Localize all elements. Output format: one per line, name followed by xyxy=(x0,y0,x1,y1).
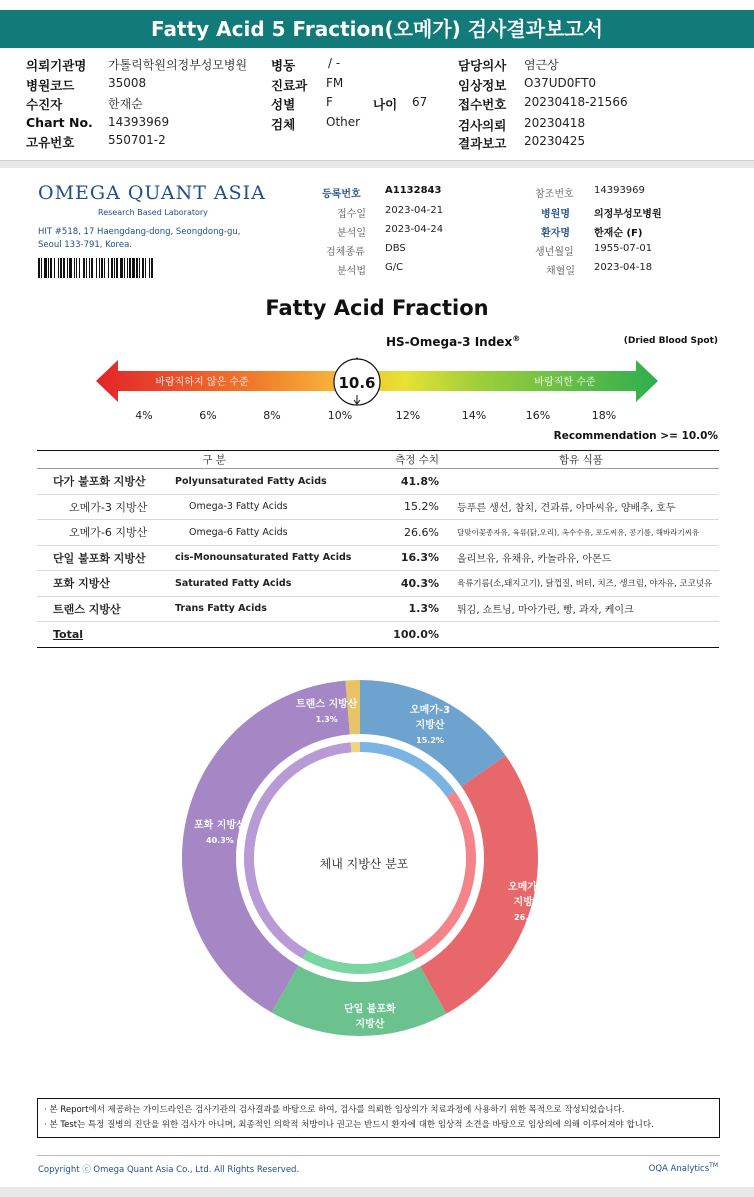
receipt-label: 접수번호 xyxy=(458,97,507,112)
collected-label: 채혈일 xyxy=(546,266,575,277)
tick-14: 14% xyxy=(461,409,487,422)
collected-value: 2023-04-18 xyxy=(594,262,653,273)
tick-4: 4% xyxy=(135,409,153,422)
doctor-value: 염근상 xyxy=(524,58,559,72)
tick-10: 10% xyxy=(327,409,353,422)
barcode-bar xyxy=(86,258,87,278)
table-row xyxy=(37,571,719,597)
clinical-label: 임상정보 xyxy=(458,78,507,93)
bad-level-label: 바람직하지 않은 수준 xyxy=(155,377,249,388)
table-header-row xyxy=(37,451,719,469)
report-value: 20230425 xyxy=(524,134,586,148)
barcode-bar xyxy=(58,258,59,278)
row-value: 26.6% xyxy=(391,520,443,546)
chart-center-title: 체내 지방산 분포 xyxy=(319,857,409,871)
label-mono xyxy=(344,1002,396,1047)
notice-line2: · 본 Test는 특정 질병의 진단을 위한 검사가 아니며, 최종적인 의학적 처방이나 권고는 반드시 환자에 대한 임상적 소견을 바탕으로 임상의에 의해 이루어져야 합니다. xyxy=(44,1120,654,1130)
ward-value: / - xyxy=(328,56,341,70)
copyright: Copyright ⓒ Omega Quant Asia Co., Ltd. All Rights Reserved. xyxy=(38,1165,300,1175)
omega-index-scale xyxy=(0,355,754,407)
birth-label: 생년월일 xyxy=(535,247,574,258)
notice-box xyxy=(37,1098,720,1138)
row-ko: 다가 불포화 지방산 xyxy=(37,469,175,495)
row-food: 육류기름(소,돼지고기), 닭껍질, 버터, 치즈, 생크림, 야자유, 코코넛유 xyxy=(443,571,719,597)
section-divider xyxy=(0,160,754,168)
method-label: 분석법 xyxy=(337,266,366,277)
inner-slice-2 xyxy=(302,950,416,974)
label-omega6-line2: 지방산 xyxy=(513,897,543,908)
total-label: Total xyxy=(37,622,175,648)
header-category: 구 분 xyxy=(37,451,391,469)
tick-8: 8% xyxy=(263,409,281,422)
fatty-acid-table xyxy=(37,450,719,648)
oqa-brand: OQA Analytics™ xyxy=(648,1162,718,1174)
barcode-bar xyxy=(108,258,109,278)
recommendation: Recommendation >= 10.0% xyxy=(553,430,718,442)
row-en: Omega-6 Fatty Acids xyxy=(175,520,391,546)
bottom-band xyxy=(0,1187,754,1197)
chart-no-value: 14393969 xyxy=(108,115,170,129)
row-value: 16.3% xyxy=(391,545,443,571)
barcode-bar xyxy=(74,258,75,278)
barcode-bar xyxy=(111,258,113,278)
barcode-bar xyxy=(116,258,118,278)
label-omega6-line1: 오메가-6 xyxy=(508,882,549,893)
method-value: G/C xyxy=(385,262,404,273)
barcode-bar xyxy=(69,258,72,278)
barcode-bar xyxy=(101,258,103,278)
request-value: 20230418 xyxy=(524,116,586,130)
row-food xyxy=(443,469,719,495)
barcode-bar xyxy=(104,258,105,278)
row-food: 달맞이꽃종자유, 육류(닭,오리), 옥수수유, 포도씨유, 콩기름, 해바라기씨유 xyxy=(443,520,719,546)
ward-label: 병동 xyxy=(271,58,296,73)
label-saturated-pct: 40.3% xyxy=(206,836,234,845)
examinee-label: 수진자 xyxy=(26,97,63,112)
barcode-bar xyxy=(67,258,68,278)
label-omega6 xyxy=(508,880,548,925)
label-saturated xyxy=(194,818,246,848)
clinical-value: O37UD0FT0 xyxy=(524,76,597,90)
barcode-bar xyxy=(41,258,42,278)
reg-no-value: A1132843 xyxy=(385,185,442,196)
table-total-row xyxy=(37,622,719,648)
hospital-code-label: 병원코드 xyxy=(26,78,75,93)
lab-address-line2: Seoul 133-791, Korea. xyxy=(38,240,132,250)
receipt-value: 20230418-21566 xyxy=(524,95,628,109)
sex-value: F xyxy=(326,95,333,109)
trademark: TM xyxy=(709,1162,718,1169)
ref-no-value: 14393969 xyxy=(594,185,645,196)
barcode-bar xyxy=(63,258,65,278)
dept-value: FM xyxy=(326,76,344,90)
barcode-bar xyxy=(48,258,49,278)
birth-value: 1955-07-01 xyxy=(594,243,653,254)
row-en: cis-Monounsaturated Fatty Acids xyxy=(175,545,391,571)
analyzed-value: 2023-04-24 xyxy=(385,224,444,235)
table-row xyxy=(37,520,719,546)
lab-logo xyxy=(38,182,266,217)
total-food-spacer xyxy=(443,622,719,648)
ref-no-label: 참조번호 xyxy=(535,189,574,200)
footer-divider xyxy=(37,1155,720,1156)
analyzed-label: 분석일 xyxy=(337,228,366,239)
lab-address xyxy=(38,226,240,252)
label-omega6-pct: 26.6% xyxy=(514,913,542,922)
request-label: 검사의뢰 xyxy=(458,118,507,133)
label-trans xyxy=(296,697,357,727)
label-trans-pct: 1.3% xyxy=(315,715,338,724)
row-value: 15.2% xyxy=(391,494,443,520)
sex-label: 성별 xyxy=(271,97,296,112)
specimen-label: 검체 xyxy=(271,117,296,132)
row-ko: 트랜스 지방산 xyxy=(37,596,175,622)
examinee-value: 한재순 xyxy=(108,97,143,111)
row-ko: 포화 지방산 xyxy=(37,571,175,597)
tick-12: 12% xyxy=(395,409,421,422)
row-food: 올리브유, 유채유, 카놀라유, 아몬드 xyxy=(443,545,719,571)
doctor-label: 담당의사 xyxy=(458,58,507,73)
barcode-bar xyxy=(38,258,40,278)
label-omega3 xyxy=(410,703,450,748)
row-en: Trans Fatty Acids xyxy=(175,596,391,622)
barcode-bar xyxy=(54,258,55,278)
barcode-bar xyxy=(145,258,146,278)
label-omega3-line1: 오메가-3 xyxy=(410,705,451,716)
row-ko: 오메가-3 지방산 xyxy=(37,494,175,520)
label-mono-line2: 지방산 xyxy=(355,1019,385,1030)
report-title: Fatty Acid 5 Fraction(오메가) 검사결과보고서 xyxy=(0,10,754,48)
patient-name-label: 환자명 xyxy=(541,228,570,239)
barcode-bar xyxy=(151,258,153,278)
barcode-bar xyxy=(99,258,100,278)
tick-16: 16% xyxy=(525,409,551,422)
barcode-bar xyxy=(91,258,93,278)
row-en: Saturated Fatty Acids xyxy=(175,571,391,597)
barcode-bar xyxy=(139,258,140,278)
row-en: Omega-3 Fatty Acids xyxy=(175,494,391,520)
reg-no-label: 등록번호 xyxy=(322,189,361,200)
good-level-label: 바람직한 수준 xyxy=(534,377,596,388)
row-value: 41.8% xyxy=(391,469,443,495)
label-omega3-line2: 지방산 xyxy=(415,720,445,731)
header-foods: 함유 식품 xyxy=(443,451,719,469)
barcode-bar xyxy=(149,258,150,278)
barcode-bar xyxy=(120,258,123,278)
inner-slice-4 xyxy=(351,742,360,752)
barcode-bar xyxy=(142,258,144,278)
label-trans-line1: 트랜스 지방산 xyxy=(296,699,358,710)
barcode-bar xyxy=(132,258,135,278)
row-value: 40.3% xyxy=(391,571,443,597)
patient-name-value: 한재순 (F) xyxy=(594,228,643,239)
report-label: 결과보고 xyxy=(458,136,507,151)
barcode-bar xyxy=(89,258,90,278)
patient-info xyxy=(0,52,754,156)
barcode-bar xyxy=(79,258,80,278)
barcode-bar xyxy=(83,258,85,278)
row-value: 1.3% xyxy=(391,596,443,622)
total-value: 100.0% xyxy=(391,622,443,648)
barcode-bar xyxy=(76,258,77,278)
row-food: 튀김, 쇼트닝, 마아가린, 빵, 과자, 케이크 xyxy=(443,596,719,622)
registered-mark: ® xyxy=(512,334,521,343)
notice-line1: · 본 Report에서 제공하는 가이드라인은 검사기관의 검사결과를 바탕으로 하여, 검사를 의뢰한 임상의가 치료과정에 사용하기 위한 목적으로 작성되었습니다. xyxy=(44,1105,625,1115)
chart-no-label: Chart No. xyxy=(26,115,93,130)
label-mono-line1: 단일 불포화 xyxy=(344,1004,396,1015)
age-value: 67 xyxy=(412,95,428,109)
barcode-bar xyxy=(114,258,115,278)
table-row xyxy=(37,469,719,495)
label-saturated-line1: 포화 지방산 xyxy=(194,820,246,831)
barcode-bar xyxy=(129,258,131,278)
tick-6: 6% xyxy=(199,409,217,422)
age-label: 나이 xyxy=(373,97,398,112)
barcode-bar xyxy=(127,258,128,278)
hospital-code-value: 35008 xyxy=(108,76,147,90)
header-value: 측정 수치 xyxy=(391,451,443,469)
barcode-bar xyxy=(136,258,138,278)
table-row xyxy=(37,545,719,571)
hospital-name-value: 의정부성모병원 xyxy=(594,209,662,220)
received-label: 접수일 xyxy=(337,209,366,220)
omega-index-title: HS-Omega-3 Index® xyxy=(386,334,521,349)
dried-blood-spot: (Dried Blood Spot) xyxy=(623,336,718,346)
row-ko: 오메가-6 지방산 xyxy=(37,520,175,546)
omega-index-value: 10.6 xyxy=(338,374,376,392)
barcode-bar xyxy=(96,258,97,278)
lab-address-line1: HIT #518, 17 Haengdang-dong, Seongdong-gu, xyxy=(38,227,241,237)
label-mono-pct: 16.3% xyxy=(356,1035,384,1044)
label-omega3-pct: 15.2% xyxy=(416,736,444,745)
barcode xyxy=(38,258,234,278)
received-value: 2023-04-21 xyxy=(385,205,444,216)
lab-name: OMEGA QUANT ASIA xyxy=(38,182,266,204)
table-row xyxy=(37,494,719,520)
hospital-name-label: 병원명 xyxy=(541,209,570,220)
sample-value: DBS xyxy=(385,243,406,254)
dept-label: 진료과 xyxy=(271,78,308,93)
unique-no-value: 550701-2 xyxy=(108,133,166,147)
barcode-bar xyxy=(124,258,125,278)
row-food: 등푸른 생선, 참치, 견과류, 아마씨유, 양배추, 호두 xyxy=(443,494,719,520)
row-ko: 단일 불포화 지방산 xyxy=(37,545,175,571)
institution-value: 가톨릭학원의정부성모병원 xyxy=(108,58,248,72)
total-spacer xyxy=(175,622,391,648)
barcode-bar xyxy=(50,258,52,278)
table-row xyxy=(37,596,719,622)
specimen-value: Other xyxy=(326,115,361,129)
fraction-title: Fatty Acid Fraction xyxy=(265,296,489,320)
institution-label: 의뢰기관명 xyxy=(26,58,87,73)
barcode-bar xyxy=(60,258,62,278)
row-en: Polyunsaturated Fatty Acids xyxy=(175,469,391,495)
barcode-bar xyxy=(44,258,47,278)
sample-label: 검체종류 xyxy=(326,247,365,258)
unique-no-label: 고유번호 xyxy=(26,135,75,150)
lab-subtitle: Research Based Laboratory xyxy=(98,208,208,217)
tick-18: 18% xyxy=(591,409,617,422)
